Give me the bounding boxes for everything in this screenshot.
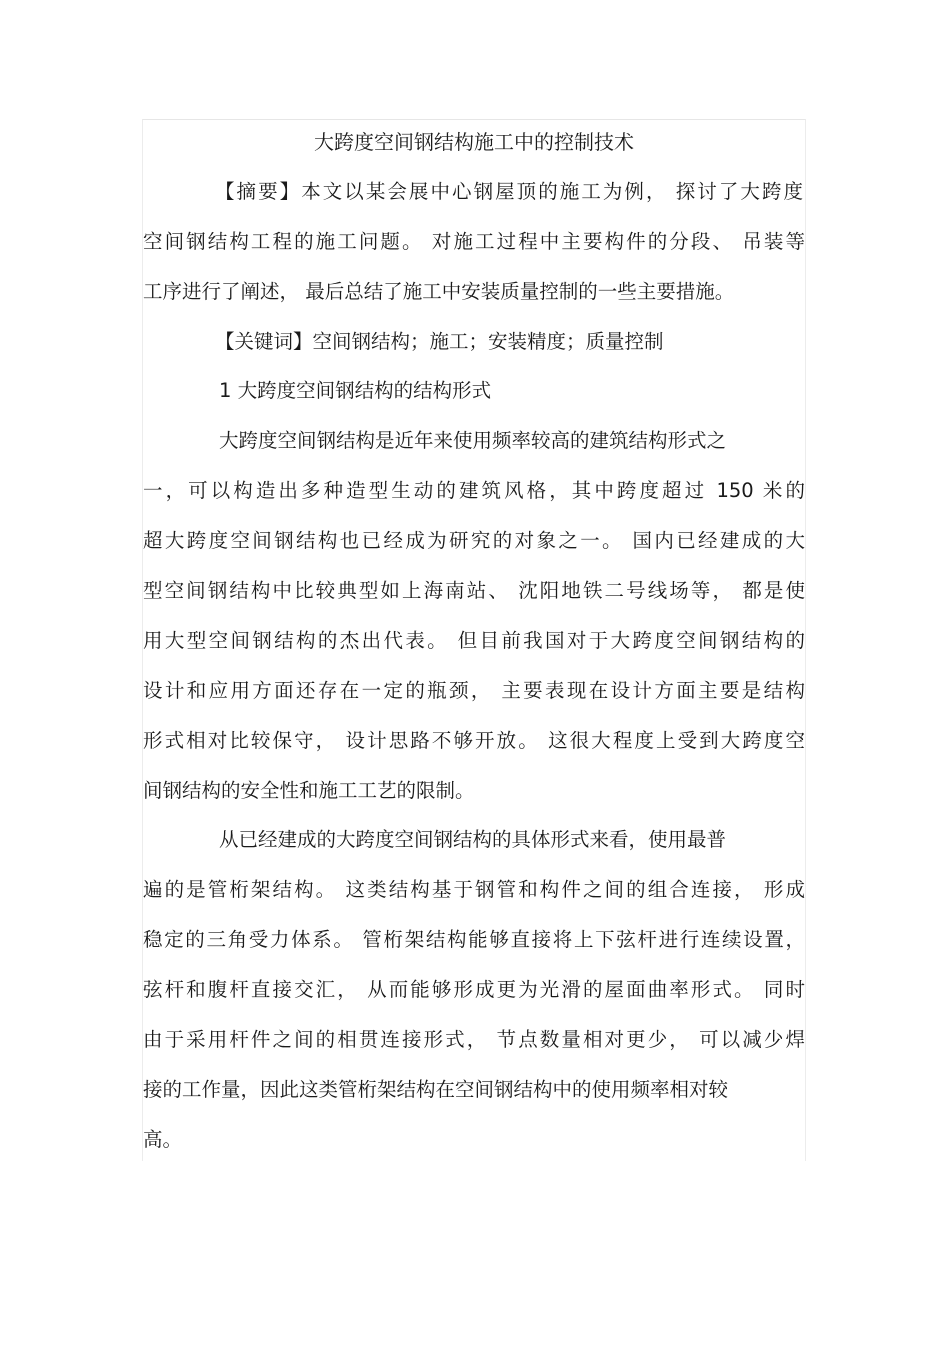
paragraph1-line-1: 大跨度空间钢结构是近年来使用频率较高的建筑结构形式之: [219, 429, 727, 452]
keywords-line: 【关键词】空间钢结构；施工；安装精度；质量控制: [215, 330, 664, 353]
paragraph1-line-8: 间钢结构的安全性和施工工艺的限制。: [143, 779, 475, 802]
paragraph2-line-7: 高。: [143, 1128, 183, 1151]
document-title: 大跨度空间钢结构施工中的控制技术: [314, 130, 634, 154]
paragraph1-line-5: 用大型空间钢结构的杰出代表。 但目前我国对于大跨度空间钢结构的: [143, 629, 805, 652]
paragraph2-line-2: 遍的是管桁架结构。 这类结构基于钢管和构件之间的组合连接， 形成: [143, 878, 805, 901]
abstract-line-1: 【摘要】本文以某会展中心钢屋顶的施工为例， 探讨了大跨度: [215, 180, 803, 203]
abstract-line-2: 空间钢结构工程的施工问题。 对施工过程中主要构件的分段、 吊装等: [143, 230, 805, 253]
section-heading: 1 大跨度空间钢结构的结构形式: [219, 379, 492, 402]
paragraph2-line-5: 由于采用杆件之间的相贯连接形式， 节点数量相对更少， 可以减少焊: [143, 1028, 805, 1051]
abstract-line-3: 工序进行了阐述， 最后总结了施工中安装质量控制的一些主要措施。: [143, 280, 735, 303]
paragraph1-line-3: 超大跨度空间钢结构也已经成为研究的对象之一。 国内已经建成的大: [143, 529, 805, 552]
paragraph2-line-1: 从已经建成的大跨度空间钢结构的具体形式来看，使用最普: [219, 828, 727, 851]
paragraph1-line-2: 一，可以构造出多种造型生动的建筑风格，其中跨度超过 150 米的: [143, 479, 805, 502]
paragraph2-line-4: 弦杆和腹杆直接交汇， 从而能够形成更为光滑的屋面曲率形式。 同时: [143, 978, 805, 1001]
paragraph2-line-3: 稳定的三角受力体系。 管桁架结构能够直接将上下弦杆进行连续设置，: [143, 928, 805, 951]
paragraph1-line-7: 形式相对比较保守， 设计思路不够开放。 这很大程度上受到大跨度空: [143, 729, 805, 752]
paragraph1-line-4: 型空间钢结构中比较典型如上海南站、 沈阳地铁二号线场等， 都是使: [143, 579, 805, 602]
paragraph2-line-6: 接的工作量，因此这类管桁架结构在空间钢结构中的使用频率相对较: [143, 1078, 729, 1101]
paragraph1-line-6: 设计和应用方面还存在一定的瓶颈， 主要表现在设计方面主要是结构: [143, 679, 805, 702]
